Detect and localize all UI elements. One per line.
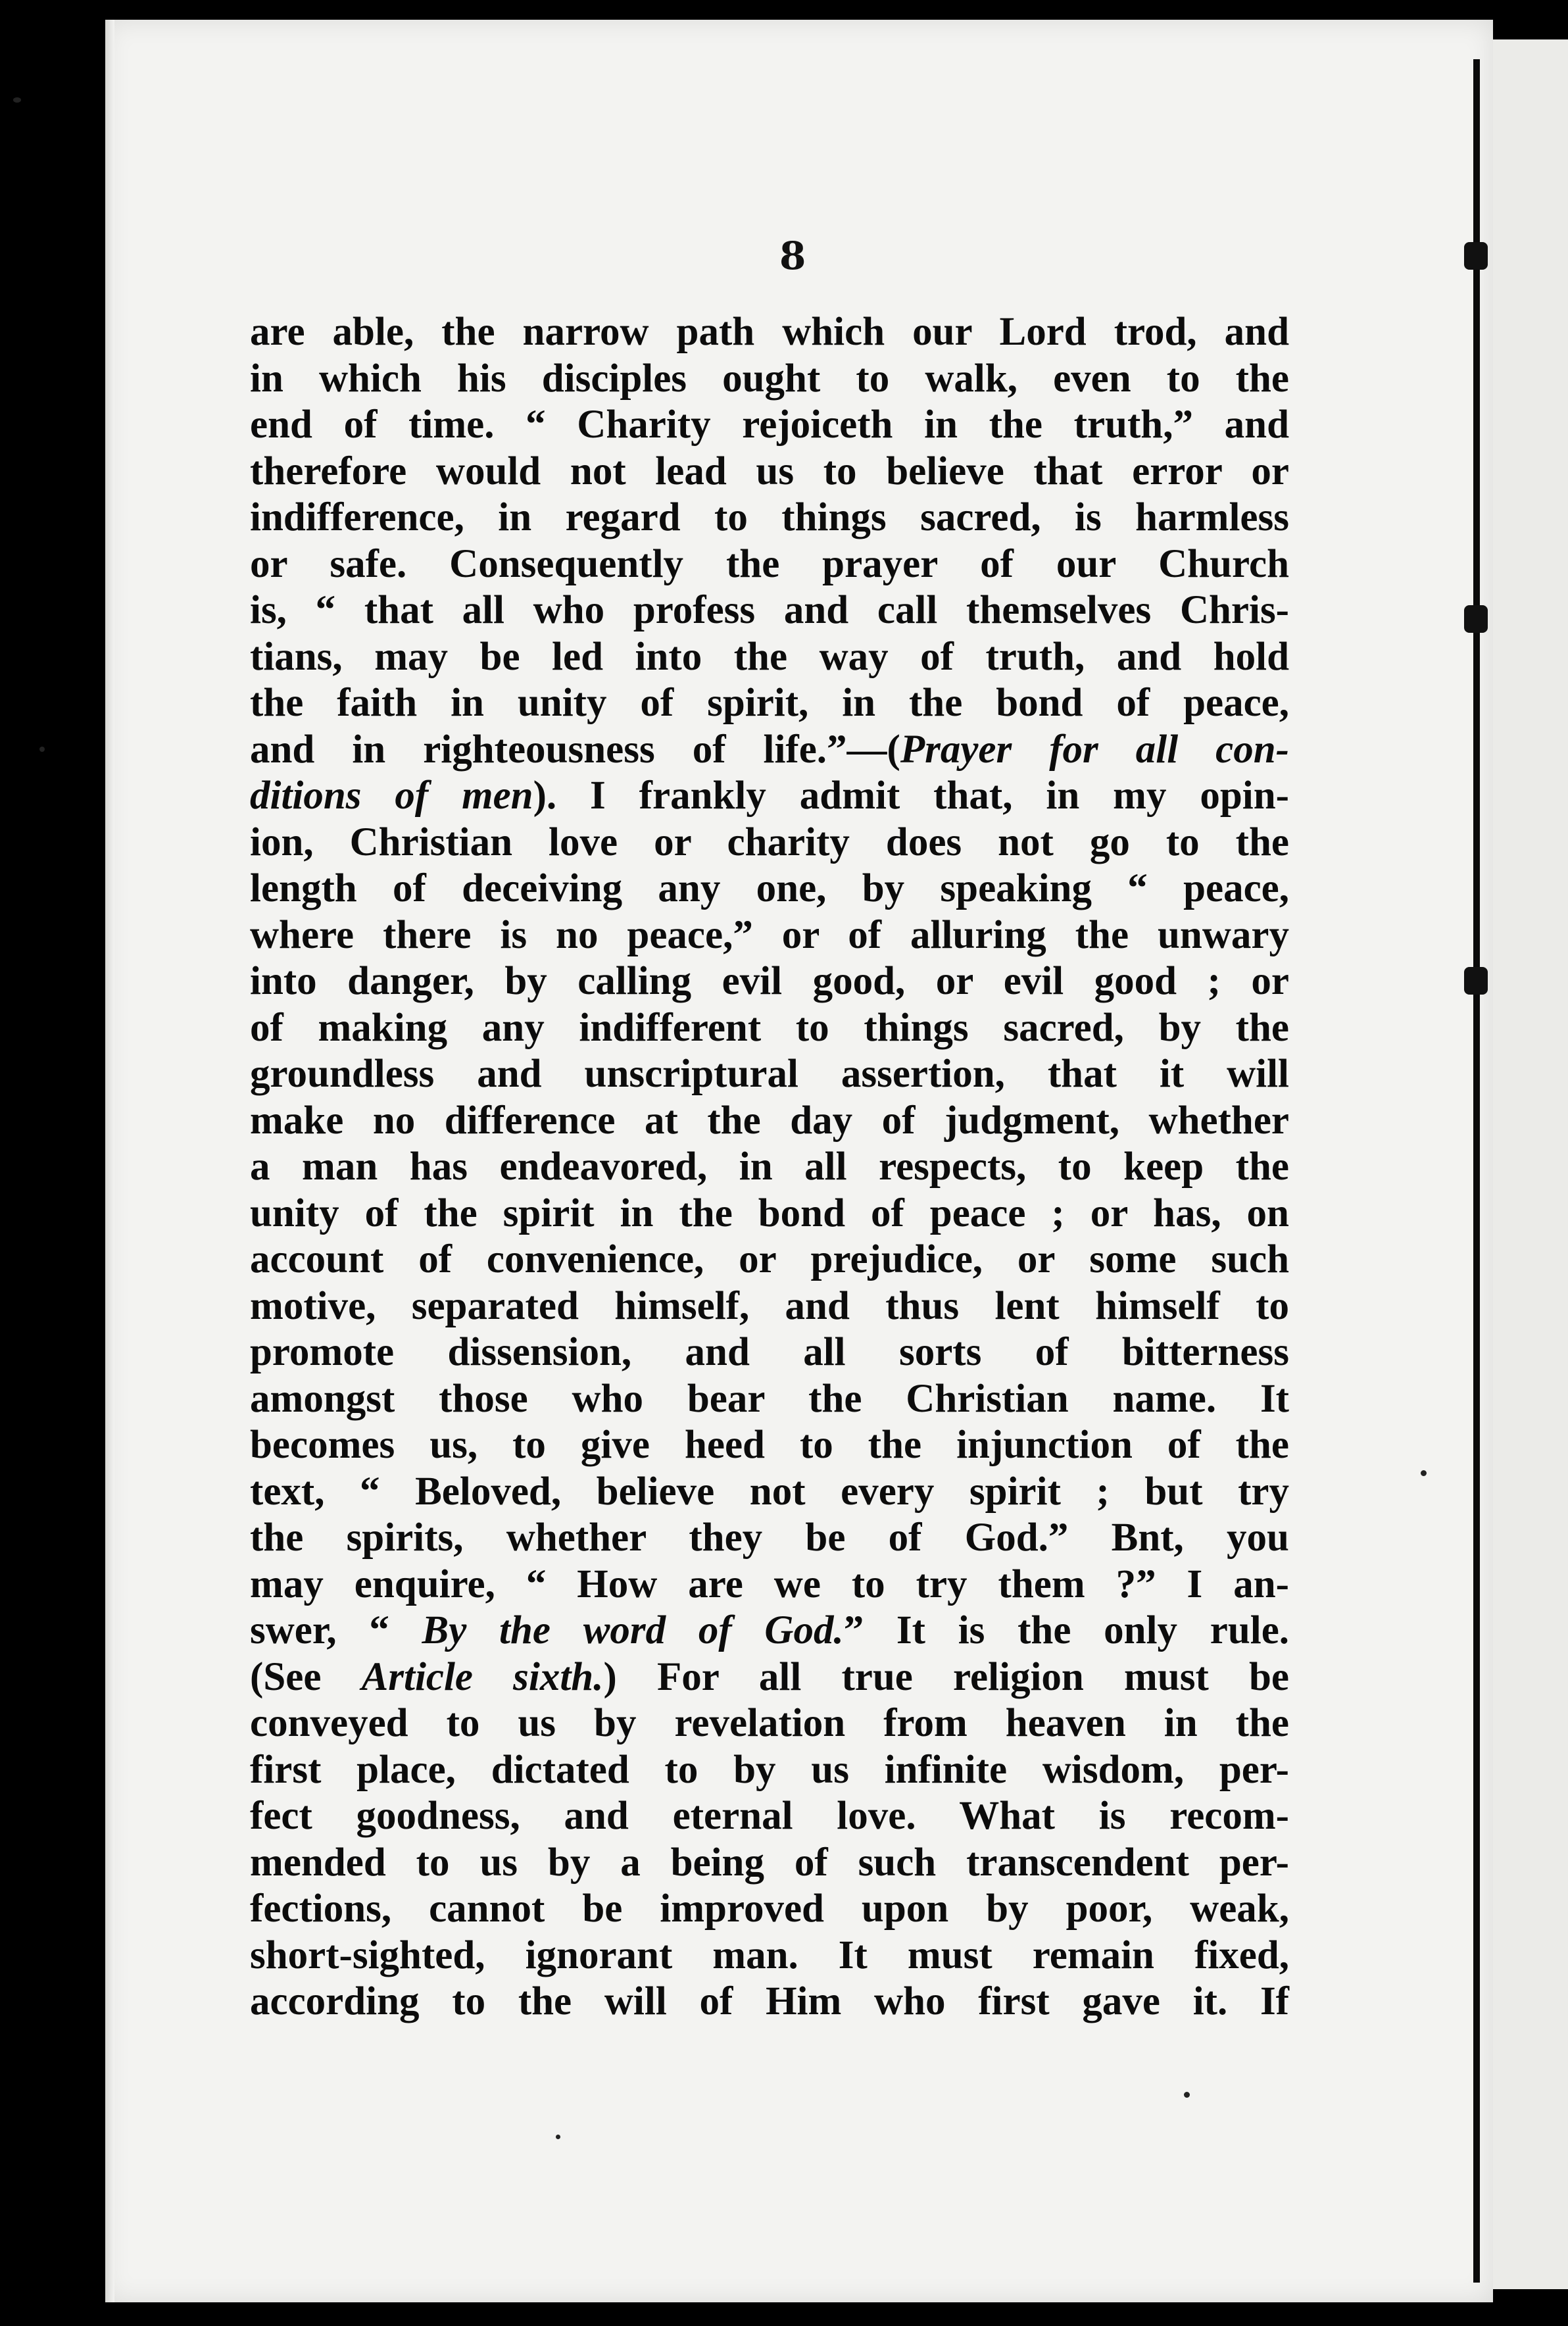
text-run: ). I frankly admit that, in my opin-: [533, 774, 1289, 818]
text-line: groundless and unscriptural assertion, that it will: [250, 1052, 1289, 1096]
text-line: short-sighted, ignorant man. It must remain fixed,: [250, 1933, 1289, 1977]
adjacent-page-edge: [1480, 39, 1568, 2289]
text-line: in which his disciples ought to walk, even to the: [250, 356, 1289, 401]
text-line: ion, Christian love or charity does not go to the: [250, 820, 1289, 864]
text-line: [250, 773, 1289, 820]
binding-clip-icon: [1464, 242, 1488, 270]
binding-clip-icon: [1464, 605, 1488, 633]
italic-citation: Prayer for all con-: [900, 727, 1289, 772]
text-run: ” It is the only rule.: [843, 1608, 1290, 1652]
text-line: end of time. “ Charity rejoiceth in the truth,” and: [250, 403, 1289, 447]
text-line: or safe. Consequently the prayer of our Church: [250, 541, 1289, 586]
text-run: (See: [250, 1654, 362, 1699]
binding-clip-icon: [1464, 967, 1488, 995]
text-line: the faith in unity of spirit, in the bond of peace,: [250, 681, 1289, 725]
text-line: according to the will of Him who first gave it. If: [250, 1979, 1289, 2023]
text-line: [250, 1608, 1289, 1654]
ink-speck: [39, 747, 45, 752]
text-line: are able, the narrow path which our Lord trod, and: [250, 310, 1289, 354]
binding-fold: [1473, 59, 1480, 2283]
text-run: swer, “: [250, 1608, 422, 1652]
text-line: [250, 727, 1289, 774]
text-line: amongst those who bear the Christian name. It: [250, 1376, 1289, 1421]
text-line: fections, cannot be improved upon by poor, weak,: [250, 1887, 1289, 1931]
text-line: account of convenience, or prejudice, or some such: [250, 1237, 1289, 1281]
ink-speck: [1184, 2092, 1190, 2098]
text-line: length of deceiving any one, by speaking “ peace,: [250, 866, 1289, 910]
text-line: first place, dictated to by us infinite wisdom, per-: [250, 1747, 1289, 1792]
text-line: tians, may be led into the way of truth, and hold: [250, 634, 1289, 679]
text-line: therefore would not lead us to believe that error or: [250, 449, 1289, 493]
text-line: text, “ Beloved, believe not every spirit ; but try: [250, 1469, 1289, 1514]
text-line: [250, 1654, 1289, 1701]
text-line: may enquire, “ How are we to try them ?” I an-: [250, 1562, 1289, 1606]
text-line: where there is no peace,” or of alluring the unwary: [250, 912, 1289, 957]
text-line: conveyed to us by revelation from heaven in the: [250, 1701, 1289, 1745]
italic-citation: ditions of men: [250, 774, 533, 818]
text-line: promote dissension, and all sorts of bitterness: [250, 1330, 1289, 1374]
text-line: indifference, in regard to things sacred, is harmless: [250, 495, 1289, 539]
text-line: is, “ that all who profess and call themselves Chris-: [250, 588, 1289, 632]
text-line: into danger, by calling evil good, or evil good ; or: [250, 959, 1289, 1003]
ink-speck: [13, 97, 21, 103]
text-line: unity of the spirit in the bond of peace ; or has, on: [250, 1191, 1289, 1235]
text-line: fect goodness, and eternal love. What is recom-: [250, 1794, 1289, 1838]
text-line: the spirits, whether they be of God.” Bnt, you: [250, 1516, 1289, 1560]
italic-phrase: By the word of God.: [422, 1608, 844, 1652]
text-line: mended to us by a being of such transcendent per-: [250, 1840, 1289, 1885]
ink-speck: [1421, 1470, 1427, 1476]
body-text: [250, 309, 1289, 2025]
text-line: motive, separated himself, and thus lent himself to: [250, 1283, 1289, 1328]
page-edge-shadow: [105, 20, 114, 2302]
ink-speck: [556, 2135, 560, 2139]
text-line: of making any indifferent to things sacred, by the: [250, 1005, 1289, 1050]
text-line: make no difference at the day of judgment, whether: [250, 1098, 1289, 1143]
text-run: ) For all true religion must be: [603, 1654, 1289, 1699]
text-run: and in righteousness of life.”—(: [250, 727, 900, 772]
text-line: becomes us, to give heed to the injunction of the: [250, 1423, 1289, 1467]
text-line: a man has endeavored, in all respects, to keep the: [250, 1145, 1289, 1189]
italic-citation: Article sixth.: [361, 1654, 604, 1699]
page-number: 8: [779, 234, 806, 278]
